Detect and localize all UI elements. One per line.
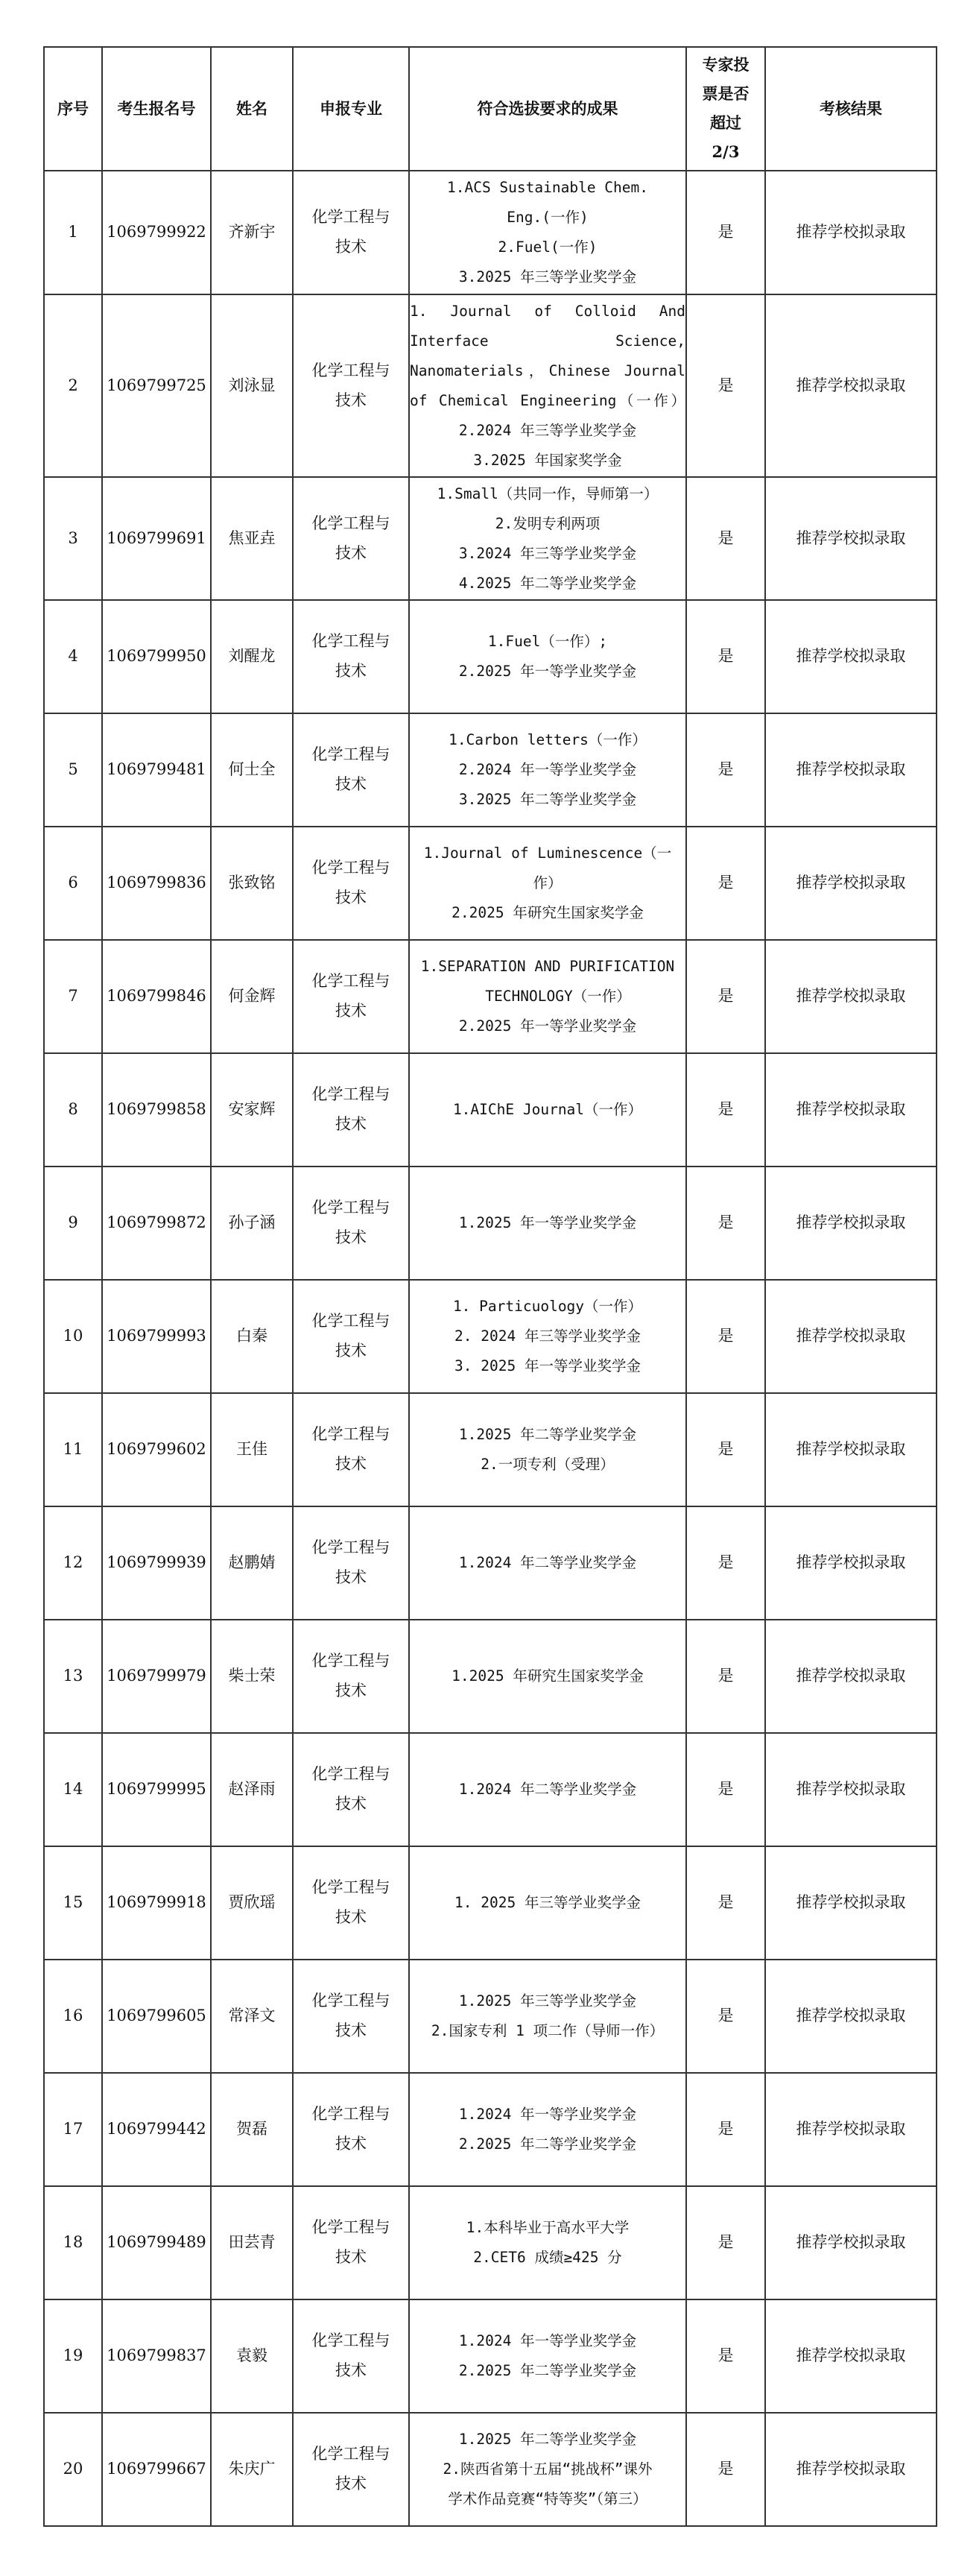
cell-achievements — [409, 1506, 686, 1620]
major-line: 化学工程与 — [311, 1765, 390, 1784]
cell-major — [293, 1053, 409, 1167]
achievement-line: 1. Journal of Colloid And — [410, 302, 685, 320]
table-row — [44, 171, 937, 294]
achievement-line: 1.Fuel（一作）; — [487, 633, 608, 650]
cell-major — [293, 1960, 409, 2073]
cell-seq: 2 — [44, 294, 102, 477]
cell-major — [293, 171, 409, 294]
cell-seq: 15 — [44, 1846, 102, 1960]
cell-major — [293, 1733, 409, 1846]
achievement-line: 3.2025 年三等学业奖学金 — [458, 268, 637, 285]
table-row — [44, 1733, 937, 1846]
cell-name: 何金辉 — [211, 940, 293, 1053]
major-line: 技术 — [335, 2021, 367, 2039]
cell-vote: 是 — [686, 600, 765, 713]
major-line: 技术 — [335, 1568, 367, 1586]
admission-results-table — [43, 46, 937, 2527]
major-line: 化学工程与 — [311, 1199, 390, 1217]
header-seq: 序号 — [44, 47, 102, 171]
major-line: 化学工程与 — [311, 1085, 390, 1104]
cell-vote: 是 — [686, 1960, 765, 2073]
achievement-line: 1.2024 年一等学业奖学金 — [458, 2332, 637, 2349]
achievement-line: 2.CET6 成绩≥425 分 — [473, 2249, 622, 2266]
cell-major — [293, 827, 409, 940]
major-line: 技术 — [335, 1682, 367, 1699]
cell-reg-no: 1069799667 — [102, 2413, 211, 2526]
major-line: 技术 — [335, 888, 367, 906]
table-row — [44, 600, 937, 713]
cell-result: 推荐学校拟录取 — [765, 2413, 937, 2526]
cell-major — [293, 1393, 409, 1506]
cell-major — [293, 2073, 409, 2186]
cell-name: 贾欣瑶 — [211, 1846, 293, 1960]
cell-reg-no: 1069799846 — [102, 940, 211, 1053]
cell-seq: 8 — [44, 1053, 102, 1167]
cell-achievements — [409, 1393, 686, 1506]
cell-achievements — [409, 1846, 686, 1960]
achievement-line: 1.ACS Sustainable Chem. — [446, 179, 649, 196]
cell-reg-no: 1069799481 — [102, 713, 211, 827]
cell-reg-no: 1069799602 — [102, 1393, 211, 1506]
cell-achievements — [409, 294, 686, 477]
cell-achievements — [409, 1167, 686, 1280]
table-row — [44, 2299, 937, 2413]
cell-vote: 是 — [686, 1393, 765, 1506]
achievement-line: 1.2025 年二等学业奖学金 — [458, 2431, 637, 2448]
cell-major — [293, 2186, 409, 2299]
cell-seq: 20 — [44, 2413, 102, 2526]
cell-result: 推荐学校拟录取 — [765, 2299, 937, 2413]
achievement-line: 2.2025 年二等学业奖学金 — [458, 2362, 637, 2379]
cell-result: 推荐学校拟录取 — [765, 1846, 937, 1960]
cell-major — [293, 1506, 409, 1620]
achievement-line: 1.2024 年一等学业奖学金 — [458, 2106, 637, 2123]
header-name: 姓名 — [211, 47, 293, 171]
cell-achievements — [409, 827, 686, 940]
cell-name: 白秦 — [211, 1280, 293, 1393]
cell-achievements — [409, 940, 686, 1053]
cell-result: 推荐学校拟录取 — [765, 1393, 937, 1506]
table-row — [44, 1053, 937, 1167]
achievement-line: 2.一项专利（受理） — [481, 1456, 615, 1473]
cell-seq: 14 — [44, 1733, 102, 1846]
cell-achievements — [409, 477, 686, 600]
cell-reg-no: 1069799922 — [102, 171, 211, 294]
table-row — [44, 1846, 937, 1960]
achievement-line: 1.Carbon letters（一作） — [449, 731, 647, 748]
cell-result: 推荐学校拟录取 — [765, 2073, 937, 2186]
cell-vote: 是 — [686, 713, 765, 827]
cell-major — [293, 600, 409, 713]
cell-vote: 是 — [686, 2299, 765, 2413]
cell-major — [293, 1620, 409, 1733]
cell-reg-no: 1069799995 — [102, 1733, 211, 1846]
cell-result: 推荐学校拟录取 — [765, 713, 937, 827]
cell-achievements — [409, 2413, 686, 2526]
major-line: 技术 — [335, 775, 367, 793]
major-line: 技术 — [335, 1455, 367, 1473]
major-line: 技术 — [335, 1342, 367, 1360]
major-line: 化学工程与 — [311, 1538, 390, 1557]
header-vote-line: 超过 — [710, 113, 741, 132]
cell-name: 张致铭 — [211, 827, 293, 940]
table-row — [44, 827, 937, 940]
cell-name: 刘泳显 — [211, 294, 293, 477]
achievement-line: 2.2025 年二等学业奖学金 — [458, 2135, 637, 2153]
cell-result: 推荐学校拟录取 — [765, 1053, 937, 1167]
achievement-line: 3.2025 年二等学业奖学金 — [458, 791, 637, 808]
achievement-line: 1.2024 年二等学业奖学金 — [458, 1554, 637, 1571]
cell-vote: 是 — [686, 1846, 765, 1960]
cell-seq: 12 — [44, 1506, 102, 1620]
cell-seq: 11 — [44, 1393, 102, 1506]
cell-major — [293, 713, 409, 827]
cell-vote: 是 — [686, 1167, 765, 1280]
achievement-line: 3.2025 年国家奖学金 — [473, 451, 622, 469]
major-line: 化学工程与 — [311, 632, 390, 651]
header-vote — [686, 47, 765, 171]
achievement-line: 1.2025 年二等学业奖学金 — [458, 1426, 637, 1443]
cell-vote: 是 — [686, 1053, 765, 1167]
cell-name: 赵鹏婧 — [211, 1506, 293, 1620]
major-line: 化学工程与 — [311, 1312, 390, 1330]
major-line: 技术 — [335, 2361, 367, 2379]
cell-reg-no: 1069799725 — [102, 294, 211, 477]
achievement-line: 1.Journal of Luminescence（一 — [423, 845, 672, 862]
cell-name: 贺磊 — [211, 2073, 293, 2186]
major-line: 化学工程与 — [311, 1425, 390, 1444]
achievement-line: 3. 2025 年一等学业奖学金 — [454, 1357, 641, 1374]
cell-result: 推荐学校拟录取 — [765, 1167, 937, 1280]
major-line: 技术 — [335, 2475, 367, 2493]
cell-seq: 4 — [44, 600, 102, 713]
cell-reg-no: 1069799858 — [102, 1053, 211, 1167]
cell-result: 推荐学校拟录取 — [765, 1506, 937, 1620]
header-vote-line: 专家投 — [702, 55, 750, 75]
cell-name: 齐新宇 — [211, 171, 293, 294]
major-line: 化学工程与 — [311, 972, 390, 991]
achievement-line: 1.AIChE Journal（一作） — [452, 1101, 643, 1118]
cell-reg-no: 1069799489 — [102, 2186, 211, 2299]
cell-vote: 是 — [686, 2413, 765, 2526]
achievement-line: 2.发明专利两项 — [495, 514, 601, 532]
cell-major — [293, 1280, 409, 1393]
cell-reg-no: 1069799918 — [102, 1846, 211, 1960]
table-row — [44, 1620, 937, 1733]
achievement-line: 学术作品竞赛“特等奖”（第三） — [448, 2490, 647, 2507]
cell-reg-no: 1069799950 — [102, 600, 211, 713]
major-line: 化学工程与 — [311, 859, 390, 877]
cell-seq: 9 — [44, 1167, 102, 1280]
cell-name: 田芸青 — [211, 2186, 293, 2299]
achievement-line: 2.Fuel(一作) — [498, 239, 598, 256]
cell-reg-no: 1069799836 — [102, 827, 211, 940]
table-row — [44, 2073, 937, 2186]
major-line: 化学工程与 — [311, 2332, 390, 2350]
cell-result: 推荐学校拟录取 — [765, 294, 937, 477]
achievement-line: TECHNOLOGY（一作） — [485, 988, 631, 1005]
table-row — [44, 940, 937, 1053]
table-row — [44, 1280, 937, 1393]
cell-major — [293, 1846, 409, 1960]
cell-result: 推荐学校拟录取 — [765, 477, 937, 600]
achievement-line: 1.2025 年三等学业奖学金 — [458, 1992, 637, 2010]
cell-result: 推荐学校拟录取 — [765, 827, 937, 940]
cell-result: 推荐学校拟录取 — [765, 940, 937, 1053]
achievement-line: 1.2024 年二等学业奖学金 — [458, 1781, 637, 1798]
header-result: 考核结果 — [765, 47, 937, 171]
table-row — [44, 1393, 937, 1506]
table-row — [44, 2413, 937, 2526]
cell-seq: 10 — [44, 1280, 102, 1393]
cell-reg-no: 1069799993 — [102, 1280, 211, 1393]
achievement-line: 1. Particuology（一作） — [452, 1298, 643, 1315]
major-line: 技术 — [335, 391, 367, 409]
header-vote-line: 票是否 — [702, 84, 750, 104]
cell-vote: 是 — [686, 171, 765, 294]
major-line: 技术 — [335, 1228, 367, 1246]
major-line: 技术 — [335, 238, 367, 256]
cell-major — [293, 477, 409, 600]
table-row — [44, 1506, 937, 1620]
cell-major — [293, 1167, 409, 1280]
table-row — [44, 713, 937, 827]
achievement-line: Nanomaterials，Chinese Journal — [410, 362, 685, 379]
achievement-line: 2.2024 年三等学业奖学金 — [458, 421, 637, 439]
cell-result: 推荐学校拟录取 — [765, 1280, 937, 1393]
cell-achievements — [409, 1280, 686, 1393]
major-line: 技术 — [335, 1795, 367, 1813]
cell-seq: 5 — [44, 713, 102, 827]
cell-name: 柴士荣 — [211, 1620, 293, 1733]
major-line: 化学工程与 — [311, 745, 390, 764]
cell-vote: 是 — [686, 477, 765, 600]
cell-major — [293, 940, 409, 1053]
cell-reg-no: 1069799939 — [102, 1506, 211, 1620]
cell-seq: 1 — [44, 171, 102, 294]
table-row — [44, 477, 937, 600]
cell-vote: 是 — [686, 1733, 765, 1846]
cell-vote: 是 — [686, 1620, 765, 1733]
header-vote-line: 2/3 — [712, 142, 740, 161]
cell-seq: 17 — [44, 2073, 102, 2186]
cell-vote: 是 — [686, 2186, 765, 2299]
cell-achievements — [409, 1960, 686, 2073]
header-reg-no: 考生报名号 — [102, 47, 211, 171]
table-body — [44, 171, 937, 2526]
cell-result: 推荐学校拟录取 — [765, 2186, 937, 2299]
cell-name: 赵泽雨 — [211, 1733, 293, 1846]
major-line: 化学工程与 — [311, 2105, 390, 2124]
cell-seq: 6 — [44, 827, 102, 940]
major-line: 技术 — [335, 2135, 367, 2153]
major-line: 化学工程与 — [311, 2218, 390, 2237]
achievement-line: 2.2024 年一等学业奖学金 — [458, 761, 637, 778]
header-achievements: 符合选拔要求的成果 — [409, 47, 686, 171]
cell-seq: 18 — [44, 2186, 102, 2299]
achievement-line: 1.SEPARATION AND PURIFICATION — [420, 958, 675, 975]
cell-reg-no: 1069799979 — [102, 1620, 211, 1733]
achievement-line: 1.2025 年研究生国家奖学金 — [452, 1667, 644, 1685]
major-line: 化学工程与 — [311, 361, 390, 379]
table-row — [44, 294, 937, 477]
achievement-line: 作） — [533, 874, 563, 891]
major-line: 技术 — [335, 1908, 367, 1926]
cell-achievements — [409, 1620, 686, 1733]
cell-result: 推荐学校拟录取 — [765, 171, 937, 294]
cell-vote: 是 — [686, 294, 765, 477]
table-row — [44, 1960, 937, 2073]
cell-name: 朱庆广 — [211, 2413, 293, 2526]
cell-reg-no: 1069799691 — [102, 477, 211, 600]
cell-vote: 是 — [686, 940, 765, 1053]
header-row — [44, 47, 937, 171]
cell-vote: 是 — [686, 1506, 765, 1620]
cell-seq: 3 — [44, 477, 102, 600]
cell-vote: 是 — [686, 2073, 765, 2186]
cell-achievements — [409, 2299, 686, 2413]
cell-reg-no: 1069799605 — [102, 1960, 211, 2073]
achievement-line: 3.2024 年三等学业奖学金 — [458, 544, 637, 562]
cell-achievements — [409, 1733, 686, 1846]
cell-name: 焦亚垚 — [211, 477, 293, 600]
cell-name: 何士全 — [211, 713, 293, 827]
cell-name: 安家辉 — [211, 1053, 293, 1167]
major-line: 技术 — [335, 1002, 367, 1020]
cell-achievements — [409, 2073, 686, 2186]
major-line: 化学工程与 — [311, 1878, 390, 1897]
cell-seq: 7 — [44, 940, 102, 1053]
cell-name: 刘醒龙 — [211, 600, 293, 713]
major-line: 技术 — [335, 1115, 367, 1133]
cell-vote: 是 — [686, 1280, 765, 1393]
cell-result: 推荐学校拟录取 — [765, 1960, 937, 2073]
major-line: 化学工程与 — [311, 208, 390, 227]
achievement-line: 2.国家专利 1 项二作（导师一作） — [431, 2022, 665, 2039]
achievement-line: 1.本科毕业于高水平大学 — [466, 2219, 630, 2236]
cell-reg-no: 1069799837 — [102, 2299, 211, 2413]
major-line: 化学工程与 — [311, 2445, 390, 2463]
achievement-line: 2. 2024 年三等学业奖学金 — [454, 1328, 641, 1345]
cell-achievements — [409, 713, 686, 827]
cell-major — [293, 294, 409, 477]
major-line: 技术 — [335, 2248, 367, 2266]
cell-result: 推荐学校拟录取 — [765, 1620, 937, 1733]
achievement-line: 2.陕西省第十五届“挑战杯”课外 — [443, 2460, 653, 2478]
cell-reg-no: 1069799872 — [102, 1167, 211, 1280]
achievement-line: 2.2025 年一等学业奖学金 — [458, 663, 637, 680]
cell-result: 推荐学校拟录取 — [765, 600, 937, 713]
cell-achievements — [409, 2186, 686, 2299]
cell-name: 孙子涵 — [211, 1167, 293, 1280]
major-line: 化学工程与 — [311, 514, 390, 532]
achievement-line: 2.2025 年一等学业奖学金 — [458, 1017, 637, 1035]
major-line: 技术 — [335, 543, 367, 562]
major-line: 化学工程与 — [311, 1652, 390, 1670]
cell-achievements — [409, 600, 686, 713]
cell-name: 王佳 — [211, 1393, 293, 1506]
cell-major — [293, 2299, 409, 2413]
cell-major — [293, 2413, 409, 2526]
achievement-line: of Chemical Engineering（一作） — [410, 391, 685, 409]
achievement-line: 4.2025 年二等学业奖学金 — [458, 574, 637, 592]
table-row — [44, 2186, 937, 2299]
header-major: 申报专业 — [293, 47, 409, 171]
achievement-line: Interface Science, — [410, 332, 685, 350]
table-row — [44, 1167, 937, 1280]
cell-reg-no: 1069799442 — [102, 2073, 211, 2186]
cell-achievements — [409, 171, 686, 294]
achievement-line: 2.2025 年研究生国家奖学金 — [452, 904, 644, 921]
major-line: 技术 — [335, 662, 367, 680]
cell-name: 袁毅 — [211, 2299, 293, 2413]
cell-seq: 16 — [44, 1960, 102, 2073]
cell-seq: 19 — [44, 2299, 102, 2413]
cell-seq: 13 — [44, 1620, 102, 1733]
cell-vote: 是 — [686, 827, 765, 940]
major-line: 化学工程与 — [311, 1992, 390, 2010]
cell-result: 推荐学校拟录取 — [765, 1733, 937, 1846]
achievement-line: 1.Small（共同一作，导师第一） — [437, 484, 659, 502]
achievement-line: Eng.(一作) — [507, 209, 589, 226]
cell-name: 常泽文 — [211, 1960, 293, 2073]
cell-achievements — [409, 1053, 686, 1167]
achievement-line: 1.2025 年一等学业奖学金 — [458, 1214, 637, 1231]
achievement-line: 1. 2025 年三等学业奖学金 — [454, 1894, 641, 1911]
